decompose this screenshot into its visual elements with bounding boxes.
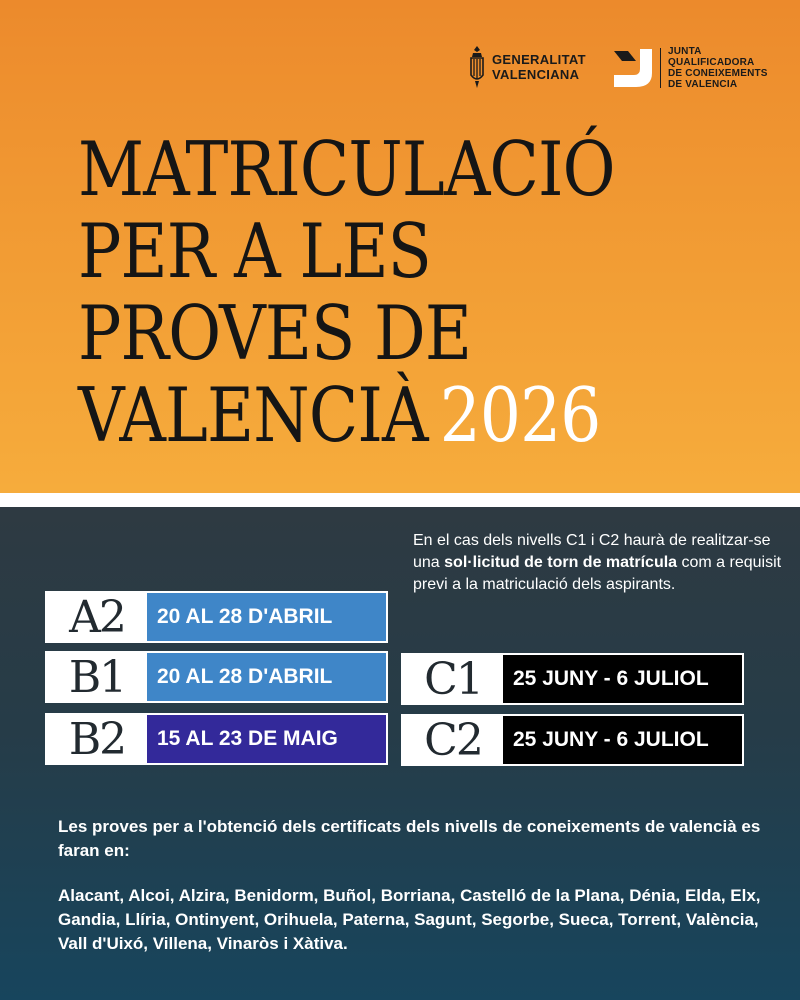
exam-locations-intro: Les proves per a l'obtenció dels certificats dels nivells de coneixements de valencià es faran en:	[58, 817, 761, 860]
level-code: B2	[47, 715, 147, 763]
level-code: A2	[47, 593, 147, 641]
title-line-1: MATRICULACIÓ	[78, 125, 615, 213]
level-b1	[45, 651, 388, 703]
level-dates: 20 AL 28 D'ABRIL	[147, 593, 386, 641]
level-dates: 25 JUNY - 6 JULIOL	[503, 716, 742, 764]
title-line-4: VALENCIÀ 2026	[78, 371, 601, 459]
level-b2	[45, 713, 388, 765]
logo-separator	[660, 48, 661, 88]
level-c2	[401, 714, 744, 766]
page-title	[78, 125, 680, 459]
divider	[0, 493, 800, 507]
note-highlight: sol·licitud de torn de matrícula	[444, 554, 678, 571]
generalitat-label: GENERALITAT VALENCIANA	[492, 52, 586, 82]
title-line-3: PROVES DE	[78, 289, 472, 377]
year-label: 2026	[439, 371, 601, 459]
junta-logo	[612, 46, 768, 90]
level-code: C2	[403, 716, 503, 764]
c-levels-note: En el cas dels nivells C1 i C2 haurà de realitzar-se una sol·licitud de torn de matrícula com a requisit previ a la matriculació dels aspirants.	[413, 532, 782, 593]
level-dates: 25 JUNY - 6 JULIOL	[503, 655, 742, 703]
level-c1	[401, 653, 744, 705]
generalitat-logo	[468, 44, 586, 90]
junta-label: JUNTA QUALIFICADORA DE CONEIXEMENTS DE VALENCIA	[668, 46, 768, 90]
level-dates: 15 AL 23 DE MAIG	[147, 715, 386, 763]
level-a2	[45, 591, 388, 643]
coat-of-arms-icon	[468, 45, 486, 89]
title-line-2: PER A LES	[78, 207, 432, 295]
exam-cities-list: Alacant, Alcoi, Alzira, Benidorm, Buñol, Borriana, Castelló de la Plana, Dénia, Elda, Elx, Gandia, Llíria, Ontinyent, Orihuela, Paterna, Sagunt, Segorbe, Sueca, Torrent, València, Vall d'Uixó, Villena, Vinaròs i Xàtiva.	[58, 886, 761, 953]
level-code: C1	[403, 655, 503, 703]
level-code: B1	[47, 653, 147, 701]
junta-mark-icon	[612, 47, 654, 89]
level-dates: 20 AL 28 D'ABRIL	[147, 653, 386, 701]
